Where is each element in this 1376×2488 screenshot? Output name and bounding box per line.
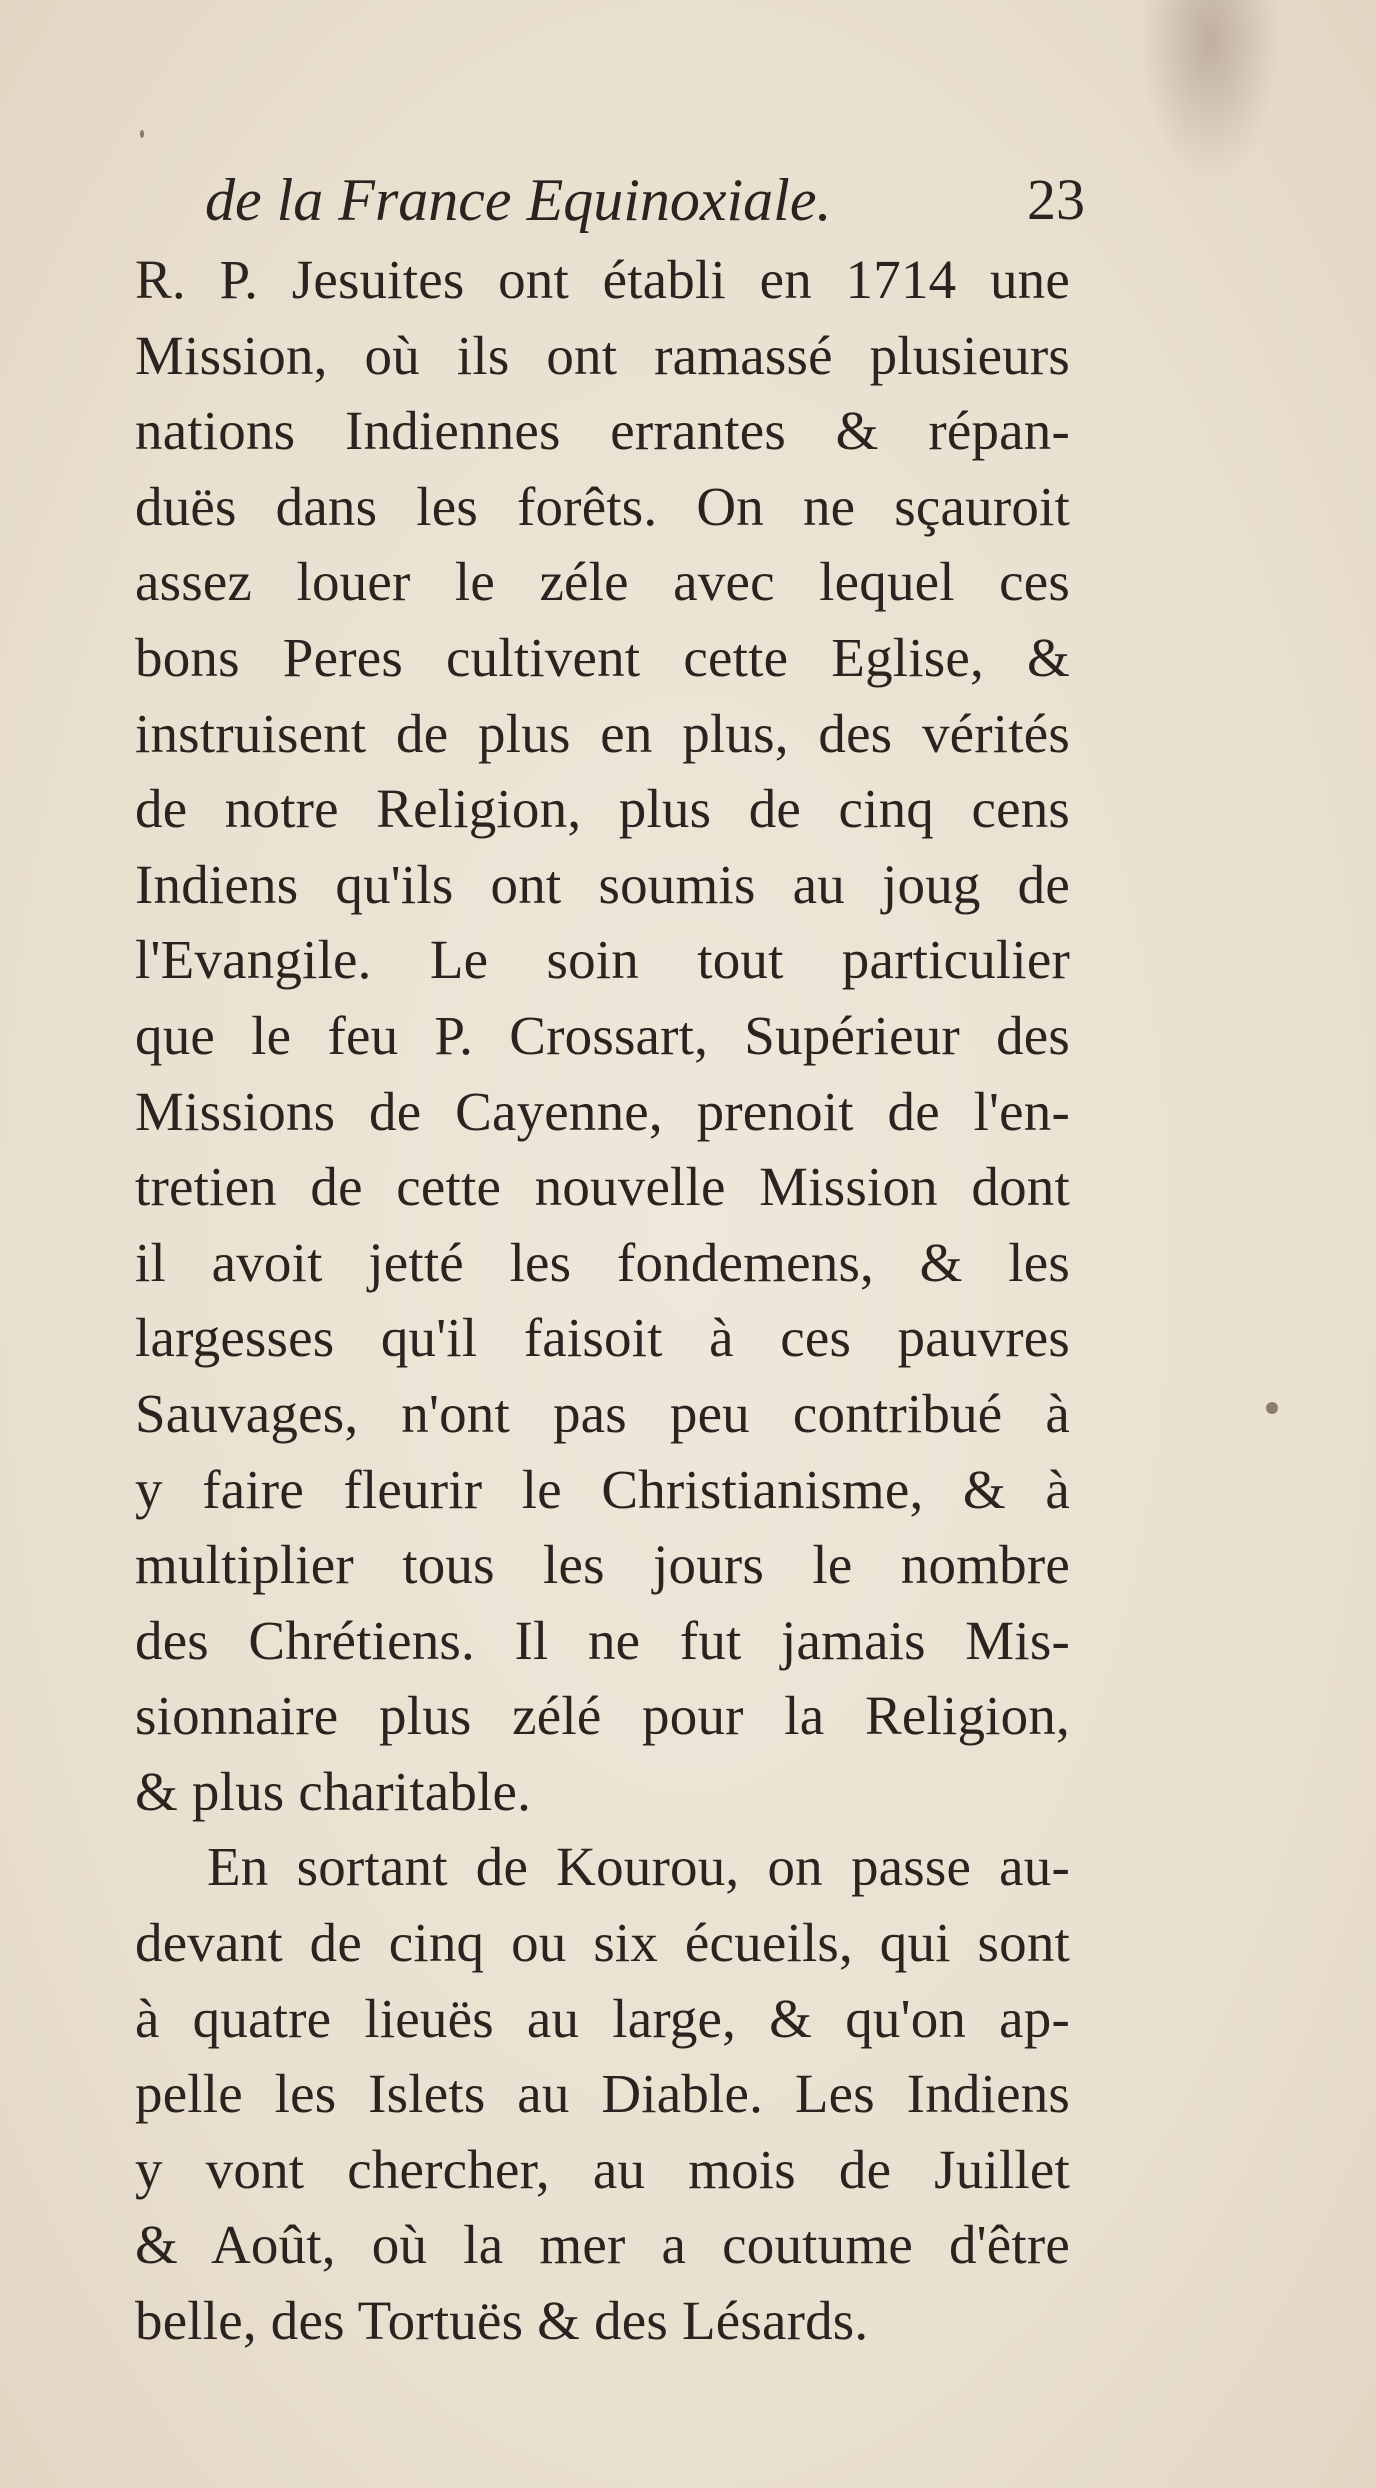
- text-line: En sortant de Kourou, on passe au-: [207, 1836, 1070, 1898]
- text-line: & plus charitable.: [135, 1760, 532, 1822]
- text-line: R. P. Jesuites ont établi en 1714 une: [135, 249, 1070, 310]
- text-line: duës dans les forêts. On ne sçauroit: [135, 475, 1070, 537]
- text-line: instruisent de plus en plus, des vérités: [135, 702, 1070, 764]
- text-line: Mission, où ils ont ramassé plusieurs: [135, 324, 1070, 386]
- text-line: Sauvages, n'ont pas peu contribué à: [135, 1382, 1070, 1444]
- text-line: assez louer le zéle avec lequel ces: [135, 551, 1070, 613]
- text-line: multiplier tous les jours le nombre: [135, 1534, 1070, 1596]
- text-line: il avoit jetté les fondemens, & les: [135, 1231, 1070, 1293]
- text-line: de notre Religion, plus de cinq cens: [135, 778, 1070, 840]
- text-line: y vont chercher, au mois de Juillet: [135, 2138, 1070, 2200]
- text-line: des Chrétiens. Il ne fut jamais Mis-: [135, 1609, 1070, 1671]
- text-line: y faire fleurir le Christianisme, & à: [135, 1458, 1070, 1520]
- page-number: 23: [1027, 167, 1085, 232]
- text-line: devant de cinq ou six écueils, qui sont: [135, 1912, 1070, 1974]
- text-line: Missions de Cayenne, prenoit de l'en-: [135, 1080, 1070, 1142]
- text-line: nations Indiennes errantes & répan-: [135, 400, 1070, 462]
- text-line: l'Evangile. Le soin tout particulier: [135, 929, 1070, 991]
- text-line: que le feu P. Crossart, Supérieur des: [135, 1004, 1070, 1066]
- text-line: à quatre lieuës au large, & qu'on ap-: [135, 1987, 1070, 2049]
- running-head: [205, 160, 1085, 240]
- text-line: pelle les Islets au Diable. Les Indiens: [135, 2063, 1070, 2125]
- text-line: sionnaire plus zélé pour la Religion,: [135, 1685, 1070, 1747]
- text-line: & Août, où la mer a coutume d'être: [135, 2214, 1070, 2276]
- text-line: Indiens qu'ils ont soumis au joug de: [135, 853, 1070, 915]
- text-line: tretien de cette nouvelle Mission dont: [135, 1156, 1070, 1218]
- text-line: bons Peres cultivent cette Eglise, &: [135, 626, 1070, 688]
- paper-speck: [140, 130, 144, 138]
- text-line: largesses qu'il faisoit à ces pauvres: [135, 1307, 1070, 1369]
- paragraph-1: [135, 242, 1070, 1829]
- paper-speck: [1266, 1402, 1278, 1414]
- running-title: de la France Equinoxiale.: [205, 167, 832, 233]
- body-text: [135, 242, 1070, 2359]
- text-line: belle, des Tortuës & des Lésards.: [135, 2290, 869, 2352]
- paragraph-2: [135, 1829, 1070, 2358]
